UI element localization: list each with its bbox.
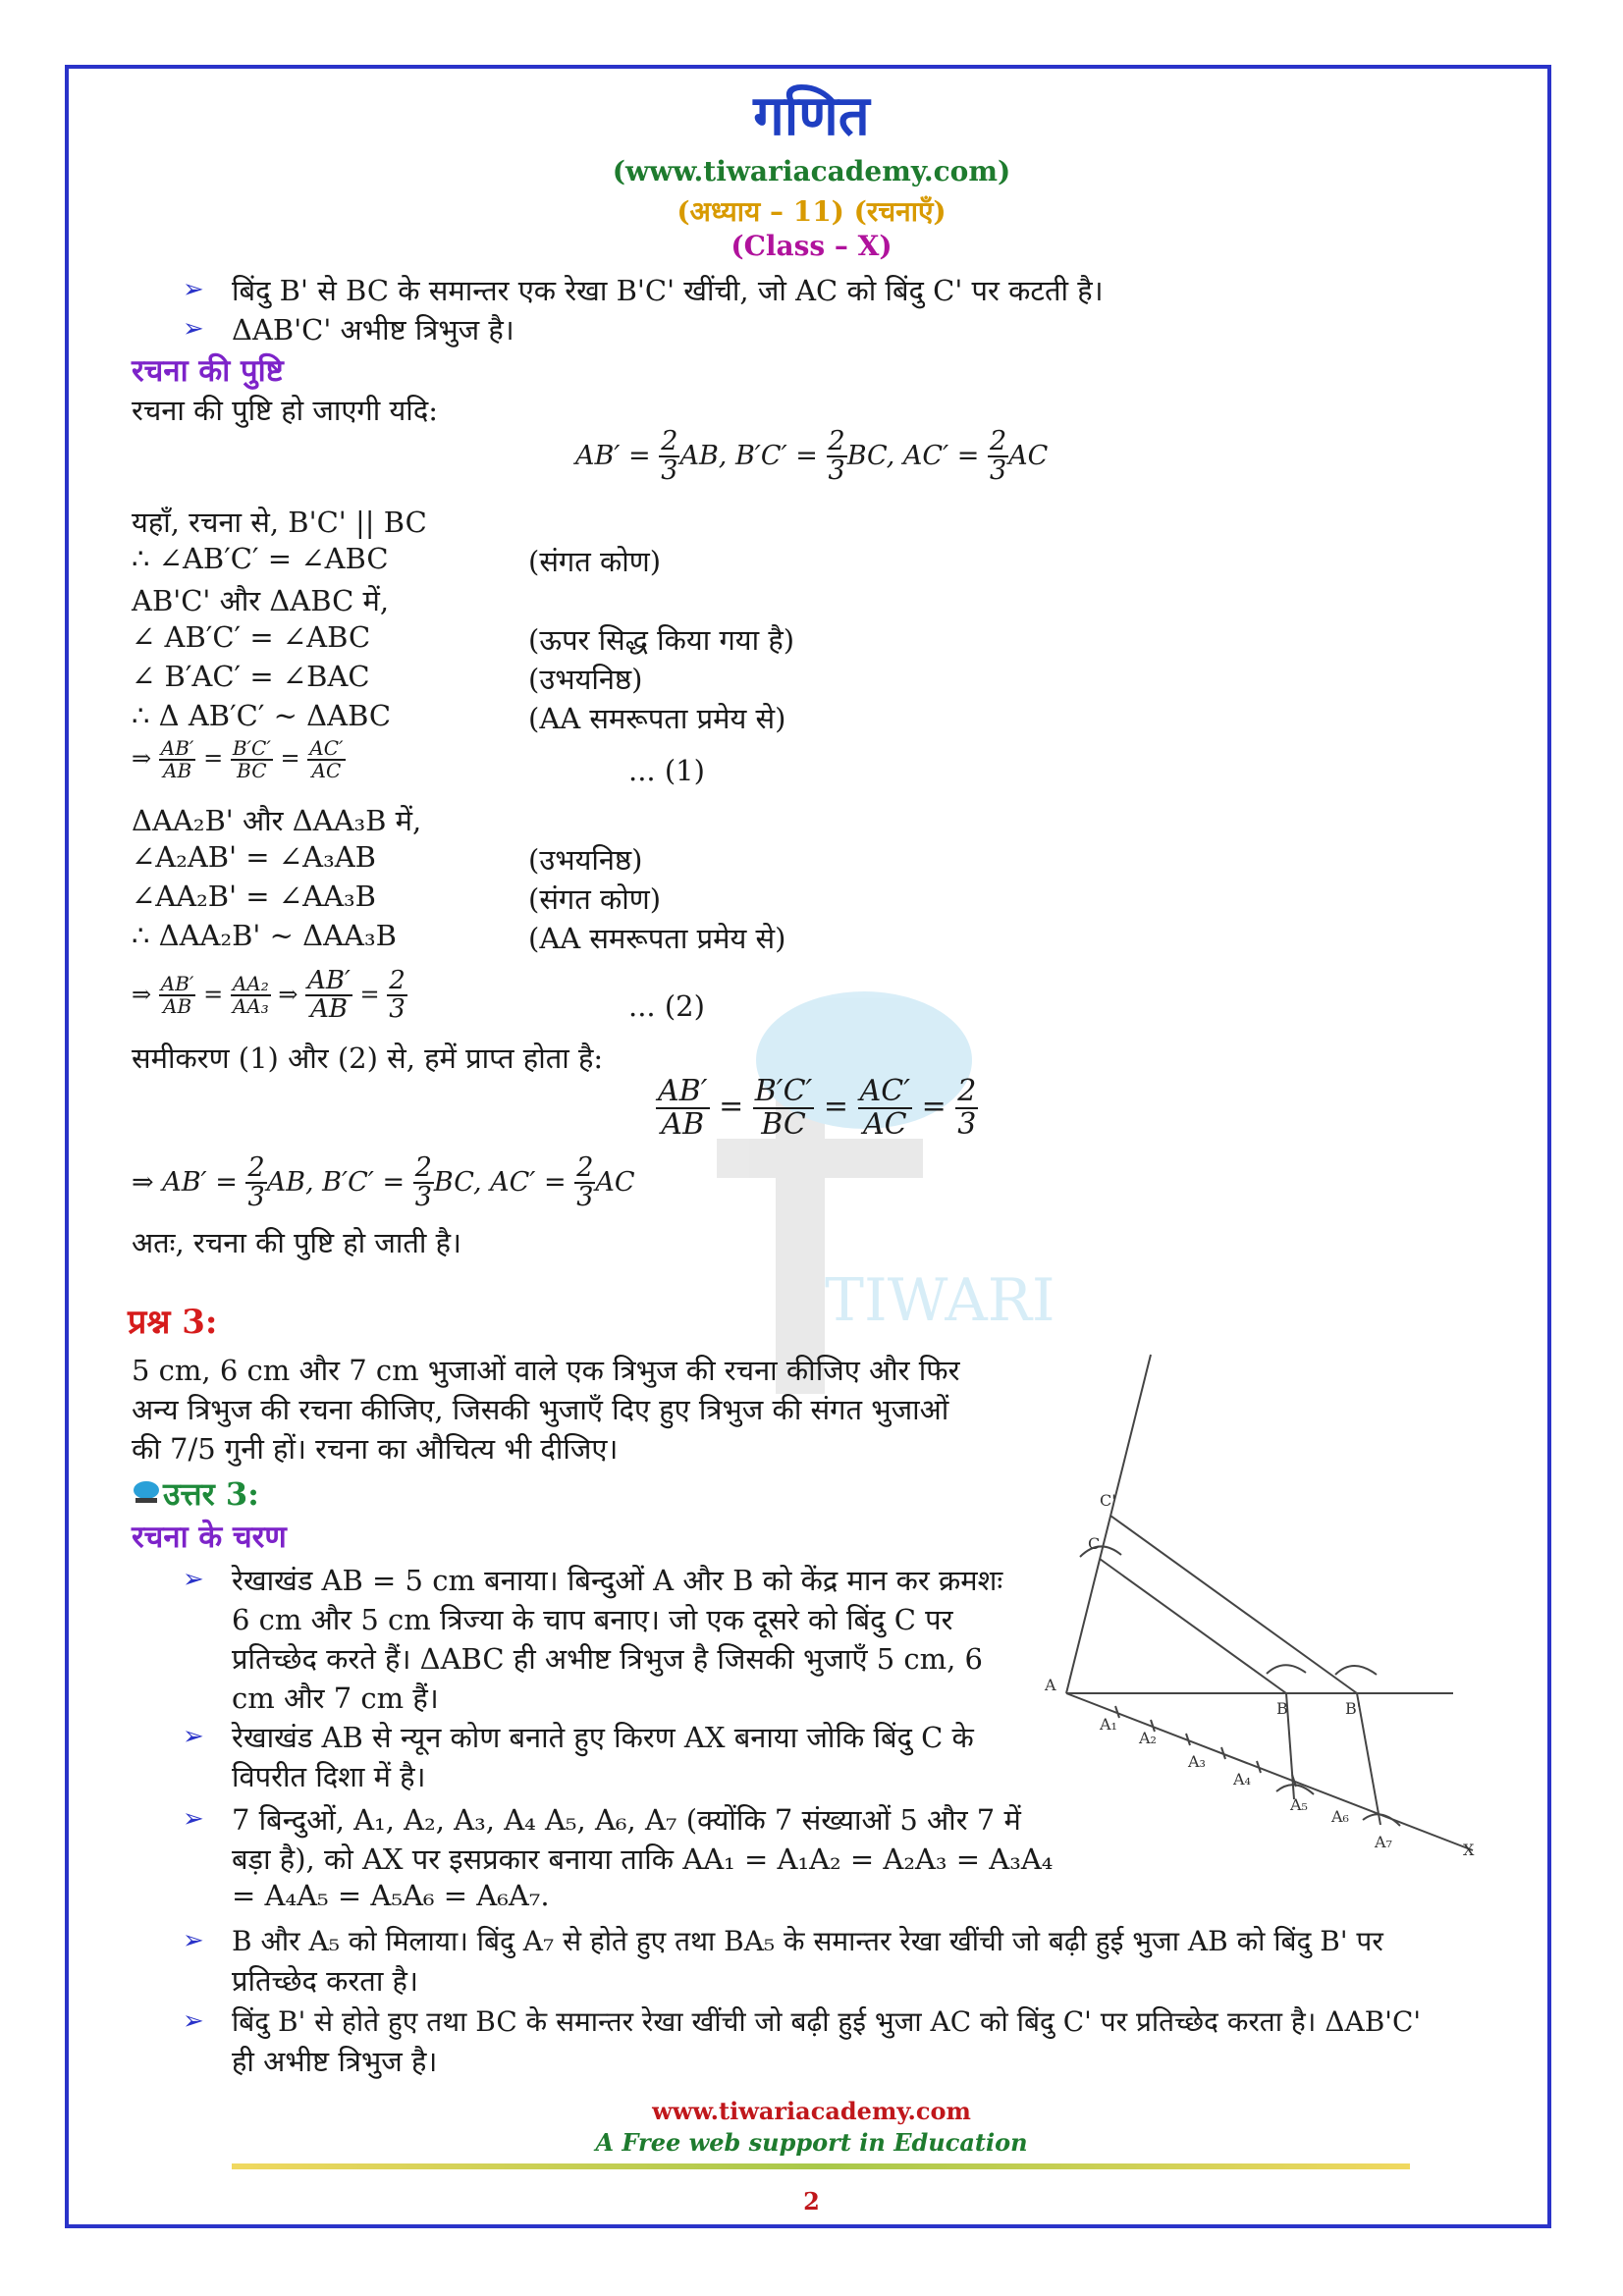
footer-tagline: A Free web support in Education: [595, 2128, 1028, 2157]
page-number: 2: [803, 2187, 820, 2216]
ray-ax: [1066, 1693, 1473, 1850]
question-label: प्रश्न 3:: [128, 1303, 218, 1342]
label-x: X: [1463, 1841, 1475, 1859]
side-b2c2: [1110, 1516, 1357, 1693]
step-line: बड़ा है), को AX पर इसप्रकार बनाया ताकि AA₁ = A₁A₂ = A₂A₃ = A₃A₄: [232, 1842, 1054, 1876]
label-a1: A₁: [1100, 1715, 1117, 1734]
label-a6: A₆: [1331, 1807, 1349, 1826]
proof-reason: (संगत कोण): [528, 545, 662, 578]
equation-3: $\frac{AB'}{AB}$ = $\frac{B'C'}{BC}$ = $\frac{AC'}{AC}$ = $\frac{2}{3}$: [658, 1074, 977, 1142]
label-a5: A₅: [1290, 1795, 1308, 1814]
label-b: B: [1276, 1699, 1288, 1718]
proof-reason: (AA समरूपता प्रमेय से): [528, 922, 786, 955]
label-a2: A₂: [1139, 1729, 1157, 1747]
step-line: 7 बिन्दुओं, A₁, A₂, A₃, A₄ A₅, A₆, A₇ (क्योंकि 7 संख्याओं 5 और 7 में: [232, 1803, 1021, 1837]
watermark-logo: [628, 982, 1055, 1394]
center-equation: AB′ = $\frac{2}{3}$ AB, B′C′ = $\frac{2}{3}$ BC, AC′ = $\frac{2}{3}$ AC: [575, 426, 1049, 487]
step-line: 6 cm और 5 cm त्रिज्या के चाप बनाए। जो एक दूसरे को बिंदु C पर: [232, 1603, 953, 1636]
answer-label: उत्तर 3:: [163, 1475, 259, 1513]
bullet-arrow-icon: ➢: [183, 1804, 204, 1834]
proof-reason: (उभयनिष्ठ): [528, 663, 643, 696]
bullet-arrow-icon: ➢: [183, 1722, 204, 1751]
proof-conclusion: अतः, रचना की पुष्टि हो जाती है।: [132, 1226, 462, 1259]
proof-line: ∠ AB′C′ = ∠ABC: [132, 620, 371, 654]
proof-line: ΔAA₂B' और ΔAA₃B में,: [132, 804, 422, 837]
side-bc: [1100, 1559, 1286, 1693]
label-c-prime: C': [1100, 1491, 1116, 1510]
arc-b: [1267, 1665, 1306, 1674]
step-line: B और A₅ को मिलाया। बिंदु A₇ से होते हुए तथा BA₅ के समान्तर रेखा खींची जो बढ़ी हुई भुजा AB को बिंदु B' पर: [232, 1925, 1383, 1957]
chapter-label: (अध्याय – 11) (रचनाएँ): [676, 195, 947, 228]
step-line: रेखाखंड AB से न्यून कोण बनाते हुए किरण AX बनाया जोकि बिंदु C के: [232, 1721, 974, 1754]
bullet-arrow-icon: ➢: [183, 2006, 204, 2036]
proof-line: ∴ Δ AB′C′ ~ ΔABC: [132, 699, 392, 732]
equation-1: ⇒ $\frac{AB'}{AB}$ = $\frac{B'C'}{BC}$ = $\frac{AC'}{AC}$: [132, 736, 344, 782]
construction-figure: [1041, 1345, 1492, 1875]
proof-reason: (AA समरूपता प्रमेय से): [528, 702, 786, 735]
step-line: रेखाखंड AB = 5 cm बनाया। बिन्दुओं A और B को केंद्र मान कर क्रमशः: [232, 1564, 1003, 1597]
step-line: ही अभीष्ट त्रिभुज है।: [232, 2045, 438, 2078]
proof-heading: रचना की पुष्टि: [132, 353, 284, 389]
proof-reason: (ऊपर सिद्ध किया गया है): [528, 623, 795, 657]
question-text-line: अन्य त्रिभुज की रचना कीजिए, जिसकी भुजाएँ दिए हुए त्रिभुज की संगत भुजाओं: [132, 1393, 949, 1426]
bullet-arrow-icon: ➢: [183, 1926, 204, 1955]
equation-1-tag: ... (1): [628, 754, 705, 787]
proof-line: ∴ ΔAA₂B' ~ ΔAA₃B: [132, 919, 397, 952]
ray-ac: [1066, 1355, 1151, 1693]
proof-line: AB'C' और ΔABC में,: [132, 584, 390, 617]
label-b-prime: B': [1345, 1699, 1362, 1718]
bullet-arrow-icon: ➢: [183, 1565, 204, 1594]
step-line: cm और 7 cm हैं।: [232, 1682, 439, 1715]
label-a3: A₃: [1188, 1752, 1206, 1771]
step-line: प्रतिच्छेद करता है।: [232, 1964, 418, 1998]
label-a7: A₇: [1375, 1833, 1392, 1851]
header-site[interactable]: (www.tiwariacademy.com): [612, 155, 1011, 187]
proof-line: ∠AA₂B' = ∠AA₃B: [132, 880, 376, 913]
bullet-arrow-icon: ➢: [183, 314, 204, 344]
step-line: विपरीत दिशा में है।: [232, 1760, 426, 1793]
equation-4: ⇒ AB′ = $\frac{2}{3}$ AB, B′C′ = $\frac{2}{3}$ BC, AC′ = $\frac{2}{3}$ AC: [132, 1152, 635, 1213]
arc-b2: [1335, 1666, 1377, 1675]
proof-line: ∴ ∠AB′C′ = ∠ABC: [132, 542, 389, 575]
step-line: बिंदु B' से होते हुए तथा BC के समान्तर रेखा खींची जो बढ़ी हुई भुजा AC को बिंदु C' पर प्रतिच्छेद करता है। ΔAB'C': [232, 2005, 1422, 2038]
bullet-arrow-icon: ➢: [183, 275, 204, 304]
proof-reason: (उभयनिष्ठ): [528, 843, 643, 877]
footer-divider: [232, 2163, 1410, 2169]
top-bullet-1: बिंदु B' से BC के समान्तर एक रेखा B'C' खींची, जो AC को बिंदु C' पर कटती है।: [232, 274, 1104, 307]
proof-intro: रचना की पुष्टि हो जाएगी यदि:: [132, 394, 438, 427]
equation-2-tag: ... (2): [628, 989, 705, 1023]
class-label: (Class – X): [730, 230, 893, 262]
label-c: C: [1088, 1534, 1101, 1553]
label-a: A: [1045, 1676, 1056, 1694]
answer-logo-icon: [132, 1478, 161, 1506]
equation-2: ⇒ $\frac{AB'}{AB}$ = $\frac{\text{AA₂}}{\text{AA₃}}$ ⇒ $\frac{AB'}{AB}$ = $\frac{2}{3}$: [132, 966, 406, 1025]
steps-heading: रचना के चरण: [132, 1520, 287, 1555]
proof-line: ∠A₂AB' = ∠A₃AB: [132, 840, 376, 874]
proof-line: ∠ B′AC′ = ∠BAC: [132, 660, 370, 693]
footer-site-link[interactable]: www.tiwariacademy.com: [652, 2097, 971, 2125]
watermark-text: TIWARI: [825, 1266, 1055, 1335]
page-title: गणित: [753, 83, 870, 148]
from-equations: समीकरण (1) और (2) से, हमें प्राप्त होता है:: [132, 1041, 604, 1075]
step-line: = A₄A₅ = A₅A₆ = A₆A₇.: [232, 1879, 550, 1912]
proof-line: यहाँ, रचना से, B'C' || BC: [132, 506, 427, 539]
label-a4: A₄: [1233, 1770, 1251, 1789]
question-text-line: की 7/5 गुनी हों। रचना का औचित्य भी दीजिए।: [132, 1432, 619, 1466]
step-line: प्रतिच्छेद करते हैं। ΔABC ही अभीष्ट त्रिभुज है जिसकी भुजाएँ 5 cm, 6: [232, 1642, 983, 1676]
top-bullet-2: ΔAB'C' अभीष्ट त्रिभुज है।: [232, 313, 514, 347]
question-text-line: 5 cm, 6 cm और 7 cm भुजाओं वाले एक त्रिभुज की रचना कीजिए और फिर: [132, 1354, 960, 1387]
proof-reason: (संगत कोण): [528, 882, 662, 916]
